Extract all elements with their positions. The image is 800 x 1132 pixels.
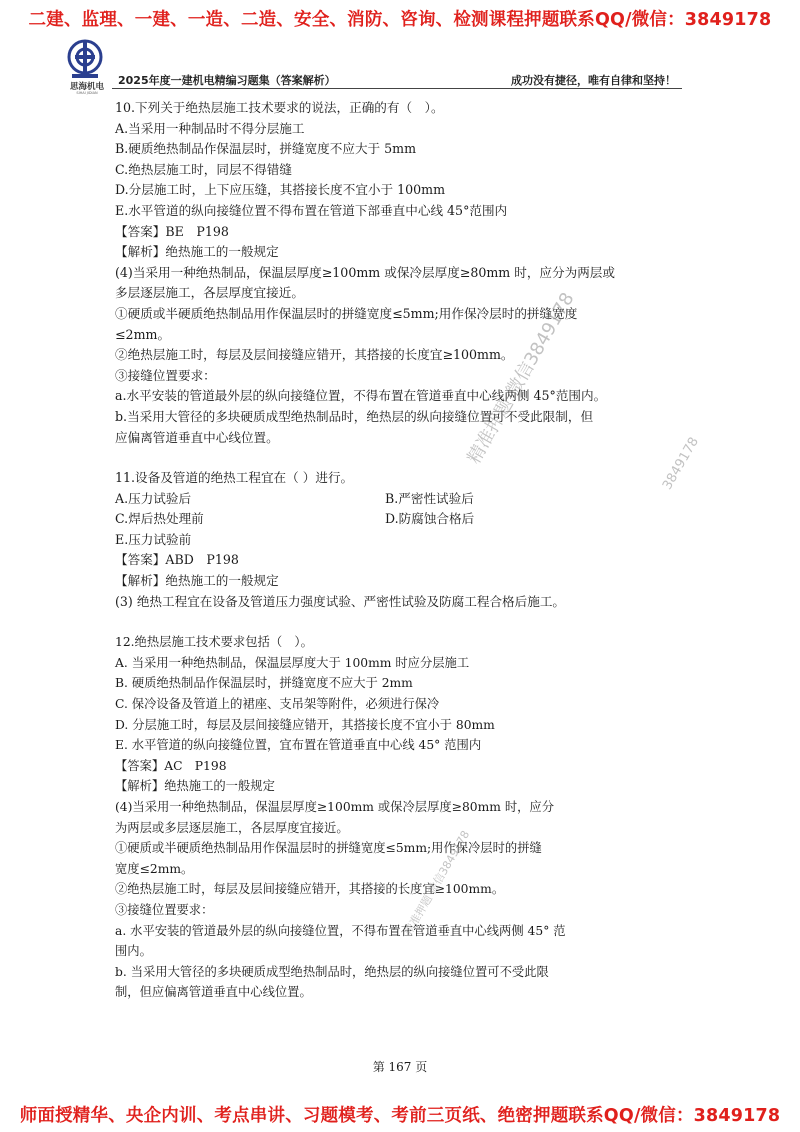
- analysis-line: 宽度≤2mm。: [115, 861, 194, 876]
- analysis-line: ③接缝位置要求：: [115, 902, 214, 917]
- watermark: 精准押题 微信3849178: [401, 828, 473, 938]
- option-c: C. 保冷设备及管道上的裙座、支吊架等附件，必须进行保冷: [115, 697, 440, 712]
- option-c: C.绝热层施工时，同层不得错缝: [115, 161, 292, 177]
- option-b: B.硬质绝热制品作保温层时，拼缝宽度不应大于 5mm: [115, 141, 417, 157]
- option-a: A.当采用一种制品时不得分层施工: [115, 120, 305, 136]
- analysis-title: 【解析】绝热施工的一般规定: [115, 779, 275, 794]
- watermark: 3849178: [660, 434, 702, 493]
- analysis-line: ②绝热层施工时，每层及层间接缝应错开，其搭接的长度宜≥100mm。: [115, 347, 514, 363]
- analysis-line: b.当采用大管径的多块硬质成型绝热制品时，绝热层的纵向接缝位置可不受此限制，但: [115, 408, 594, 424]
- question-11: [115, 468, 695, 612]
- option-b: B.严密性试验后: [385, 490, 474, 506]
- option-e: E. 水平管道的纵向接缝位置，宜布置在管道垂直中心线 45° 范围内: [115, 738, 482, 753]
- analysis-line: 多层逐层施工，各层厚度宜接近。: [115, 285, 304, 301]
- analysis-line: b. 当采用大管径的多块硬质成型绝热制品时，绝热层的纵向接缝位置可不受此限: [115, 964, 549, 979]
- analysis-line: a. 水平安装的管道最外层的纵向接缝位置，不得布置在管道垂直中心线两侧 45° 范: [115, 923, 566, 938]
- analysis-line: ②绝热层施工时，每层及层间接缝应错开，其搭接的长度宜≥100mm。: [115, 882, 505, 897]
- document-title: 2025年度一建机电精编习题集（答案解析）: [118, 74, 336, 87]
- answer: 【答案】AC P198: [115, 758, 227, 773]
- question-stem: 10.下列关于绝热层施工技术要求的说法，正确的有（ ）。: [115, 100, 444, 115]
- option-d: D.分层施工时，上下应压缝，其搭接长度不宜小于 100mm: [115, 182, 446, 198]
- analysis-line: ①硬质或半硬质绝热制品用作保温层时的拼缝宽度≤5mm;用作保冷层时的拼缝宽度: [115, 305, 578, 321]
- question-stem: 11.设备及管道的绝热工程宜在（ ）进行。: [115, 470, 354, 486]
- analysis-line: ①硬质或半硬质绝热制品用作保温层时的拼缝宽度≤5mm;用作保冷层时的拼缝: [115, 841, 542, 856]
- option-d: D.防腐蚀合格后: [385, 511, 475, 527]
- option-a: A.压力试验后: [115, 490, 192, 506]
- analysis-title: 【解析】绝热施工的一般规定: [115, 573, 279, 589]
- logo-text: 思海机电: [69, 82, 104, 92]
- answer: 【答案】BE P198: [115, 223, 229, 239]
- analysis-line: a.水平安装的管道最外层的纵向接缝位置，不得布置在管道垂直中心线两侧 45°范围内。: [115, 388, 607, 404]
- analysis-line: 应偏离管道垂直中心线位置。: [115, 429, 279, 445]
- analysis-title: 【解析】绝热施工的一般规定: [115, 244, 279, 260]
- bottom-banner: 师面授精华、央企内训、考点串讲、习题模考、考前三页纸、绝密押题联系QQ/微信：3849178: [19, 1106, 781, 1126]
- option-a: A. 当采用一种绝热制品，保温层厚度大于 100mm 时应分层施工: [115, 655, 470, 670]
- option-e: E.压力试验前: [115, 531, 192, 547]
- analysis-line: (3) 绝热工程宜在设备及管道压力强度试验、严密性试验及防腐工程合格后施工。: [115, 593, 566, 609]
- header-motto: 成功没有捷径，唯有自律和坚持！: [511, 74, 676, 87]
- option-d: D. 分层施工时，每层及层间接缝应错开，其搭接长度不宜小于 80mm: [115, 717, 495, 732]
- analysis-line: 为两层或多层逐层施工，各层厚度宜接近。: [115, 820, 349, 835]
- analysis-line: (4)当采用一种绝热制品，保温层厚度≥100mm 或保冷层厚度≥80mm 时，应分: [115, 800, 555, 814]
- analysis-line: 围内。: [115, 944, 152, 959]
- logo-icon: [66, 38, 104, 80]
- question-stem: 12.绝热层施工技术要求包括（ ）。: [115, 635, 313, 650]
- question-10: [115, 98, 695, 448]
- option-e: E.水平管道的纵向接缝位置不得布置在管道下部垂直中心线 45°范围内: [115, 202, 508, 218]
- option-c: C.焊后热处理前: [115, 511, 204, 527]
- option-b: B. 硬质绝热制品作保温层时，拼缝宽度不应大于 2mm: [115, 676, 413, 691]
- watermark: 精准押题 微信3849178: [463, 289, 579, 468]
- page-content: [115, 98, 695, 1003]
- answer: 【答案】ABD P198: [115, 552, 239, 568]
- top-banner: 二建、监理、一建、一造、二造、安全、消防、咨询、检测课程押题联系QQ/微信：3849178: [28, 10, 772, 30]
- question-12: [115, 632, 695, 1003]
- page-number: 第 167 页: [372, 1060, 428, 1074]
- logo-subtext: SIHAI JIDIAN: [76, 91, 98, 95]
- analysis-line: (4)当采用一种绝热制品，保温层厚度≥100mm 或保冷层厚度≥80mm 时，应分为两层或: [115, 264, 615, 280]
- analysis-line: ③接缝位置要求：: [115, 367, 216, 383]
- analysis-line: 制，但应偏离管道垂直中心线位置。: [115, 985, 312, 1000]
- analysis-line: ≤2mm。: [115, 326, 171, 342]
- header-divider: [112, 88, 682, 89]
